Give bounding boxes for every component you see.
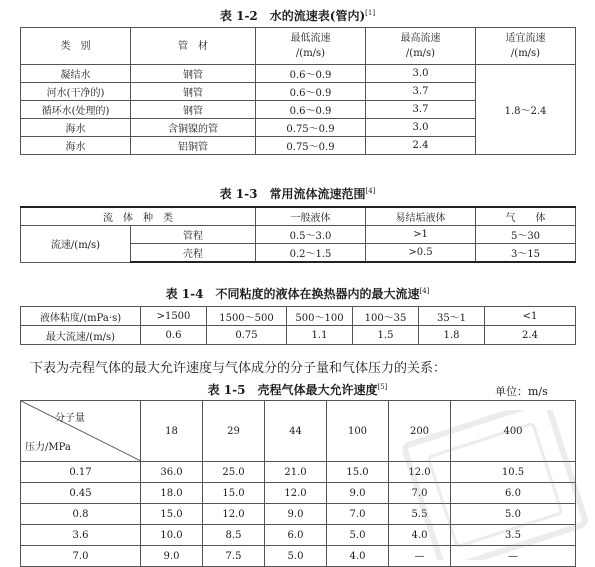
- table-cell: 7.0: [389, 483, 451, 504]
- column-header: 100: [327, 401, 389, 462]
- table-cell: 海水: [21, 119, 131, 137]
- table-cell: 0.17: [21, 462, 141, 483]
- table-cell: 5～30: [476, 226, 576, 244]
- table-cell: 钢管: [131, 65, 256, 83]
- table-cell: 1.1: [287, 326, 353, 345]
- table-cell: 4.0: [389, 525, 451, 546]
- column-header: 最低流速 /(m/s): [256, 28, 366, 65]
- column-header: 最高流速 /(m/s): [366, 28, 476, 65]
- table-cell: >0.5: [366, 244, 476, 263]
- table-row: [21, 226, 576, 244]
- table-1-5-caption: 表 1-5 壳程气体最大允许速度[5]: [207, 383, 388, 397]
- table-cell: 0.2～1.5: [256, 244, 366, 263]
- table-cell: 0.45: [21, 483, 141, 504]
- table-cell: 10.0: [141, 525, 203, 546]
- table-cell: 9.0: [327, 483, 389, 504]
- table-cell: 0.75～0.9: [256, 119, 366, 137]
- table-cell: 0.8: [21, 504, 141, 525]
- table-cell: 钢管: [131, 83, 256, 101]
- table-cell: <1: [485, 307, 576, 326]
- table-cell: 1500～500: [207, 307, 287, 326]
- column-header: 适宜流速 /(m/s): [476, 28, 576, 65]
- table-row: [21, 326, 576, 345]
- table-cell: 18.0: [141, 483, 203, 504]
- table-cell: 铝铜管: [131, 137, 256, 155]
- column-header: 200: [389, 401, 451, 462]
- table-cell: 5.0: [327, 525, 389, 546]
- table-cell: 0.6: [141, 326, 207, 345]
- table-cell: 3.6: [21, 525, 141, 546]
- table-cell: 0.75: [207, 326, 287, 345]
- table-cell: 35～1: [419, 307, 485, 326]
- table-cell: 3.7: [366, 101, 476, 119]
- column-header: 400: [451, 401, 576, 462]
- table-1-2-caption: 表 1-2 水的流速表(管内)[1]: [219, 9, 376, 23]
- table-cell: 海水: [21, 137, 131, 155]
- table-1-4-caption: 表 1-4 不同粘度的液体在换热器内的最大流速[4]: [165, 287, 430, 301]
- column-header: 29: [203, 401, 265, 462]
- table-cell: 6.0: [451, 483, 576, 504]
- column-header: 流 体 种 类: [21, 207, 256, 226]
- suitable-velocity-cell: 1.8～2.4: [476, 65, 576, 155]
- table-cell: 7.0: [21, 546, 141, 567]
- table-cell: 25.0: [203, 462, 265, 483]
- table-cell: 21.0: [265, 462, 327, 483]
- description-text: 下表为壳程气体的最大允许速度与气体成分的分子量和气体压力的关系：: [30, 361, 447, 376]
- table-cell: 7.5: [203, 546, 265, 567]
- table-cell: 0.75～0.9: [256, 137, 366, 155]
- table-cell: 循环水(处理的): [21, 101, 131, 119]
- column-header: 44: [265, 401, 327, 462]
- table-cell: 3.5: [451, 525, 576, 546]
- column-header: 易结垢液体: [366, 207, 476, 226]
- table-cell: 5.0: [265, 546, 327, 567]
- table-cell: 12.0: [265, 483, 327, 504]
- table-cell: 15.0: [203, 483, 265, 504]
- row-label: 流速/(m/s): [21, 226, 131, 263]
- watermark-seal: [400, 410, 590, 560]
- table-cell: >1500: [141, 307, 207, 326]
- table-cell: 12.0: [203, 504, 265, 525]
- column-header: 类 别: [21, 28, 131, 65]
- table-header-row: [21, 207, 576, 226]
- table-cell: —: [451, 546, 576, 567]
- water-velocity-table: [20, 27, 576, 155]
- table-cell: 凝结水: [21, 65, 131, 83]
- table-cell: 2.4: [485, 326, 576, 345]
- column-header: 一般液体: [256, 207, 366, 226]
- diagonal-header-cell: [21, 401, 141, 462]
- table-cell: 0.5～3.0: [256, 226, 366, 244]
- table-cell: 3～15: [476, 244, 576, 263]
- pressure-label: 压力/MPa: [25, 442, 71, 453]
- row-label: 液体粘度/(mPa·s): [21, 307, 141, 326]
- table-1-3-caption: 表 1-3 常用流体流速范围[4]: [219, 187, 376, 201]
- column-header: 管 材: [131, 28, 256, 65]
- table-cell: 0.6～0.9: [256, 83, 366, 101]
- table-cell: 1.5: [353, 326, 419, 345]
- table-cell: 河水(干净的): [21, 83, 131, 101]
- table-cell: 9.0: [141, 546, 203, 567]
- table-cell: 5.0: [451, 504, 576, 525]
- table-cell: 3.0: [366, 119, 476, 137]
- table-cell: 5.5: [389, 504, 451, 525]
- table-header-row: [21, 28, 576, 65]
- table-cell: 4.0: [327, 546, 389, 567]
- viscosity-max-velocity-table: [20, 306, 576, 345]
- table-cell: 钢管: [131, 101, 256, 119]
- table-cell: 8.5: [203, 525, 265, 546]
- table-cell: 0.6～0.9: [256, 65, 366, 83]
- row-label: 最大流速/(m/s): [21, 326, 141, 345]
- table-row: [21, 65, 576, 83]
- molecular-weight-label: 分子量: [55, 413, 85, 424]
- table-cell: 15.0: [141, 504, 203, 525]
- table-cell: 9.0: [265, 504, 327, 525]
- table-cell: 管程: [131, 226, 256, 244]
- table-cell: 2.4: [366, 137, 476, 155]
- table-cell: 12.0: [389, 462, 451, 483]
- table-cell: —: [389, 546, 451, 567]
- table-row: [21, 307, 576, 326]
- table-cell: 36.0: [141, 462, 203, 483]
- table-cell: 100～35: [353, 307, 419, 326]
- table-cell: 含铜镍的管: [131, 119, 256, 137]
- table-cell: 10.5: [451, 462, 576, 483]
- column-header: 18: [141, 401, 203, 462]
- table-cell: 3.7: [366, 83, 476, 101]
- table-cell: 3.0: [366, 65, 476, 83]
- table-cell: 7.0: [327, 504, 389, 525]
- table-cell: 1.8: [419, 326, 485, 345]
- table-cell: >1: [366, 226, 476, 244]
- unit-label: 单位：m/s: [495, 385, 548, 398]
- table-cell: 6.0: [265, 525, 327, 546]
- table-cell: 15.0: [327, 462, 389, 483]
- table-cell: 壳程: [131, 244, 256, 263]
- table-cell: 500～100: [287, 307, 353, 326]
- table-cell: 0.6～0.9: [256, 101, 366, 119]
- fluid-velocity-range-table: [20, 206, 576, 263]
- column-header: 气 体: [476, 207, 576, 226]
